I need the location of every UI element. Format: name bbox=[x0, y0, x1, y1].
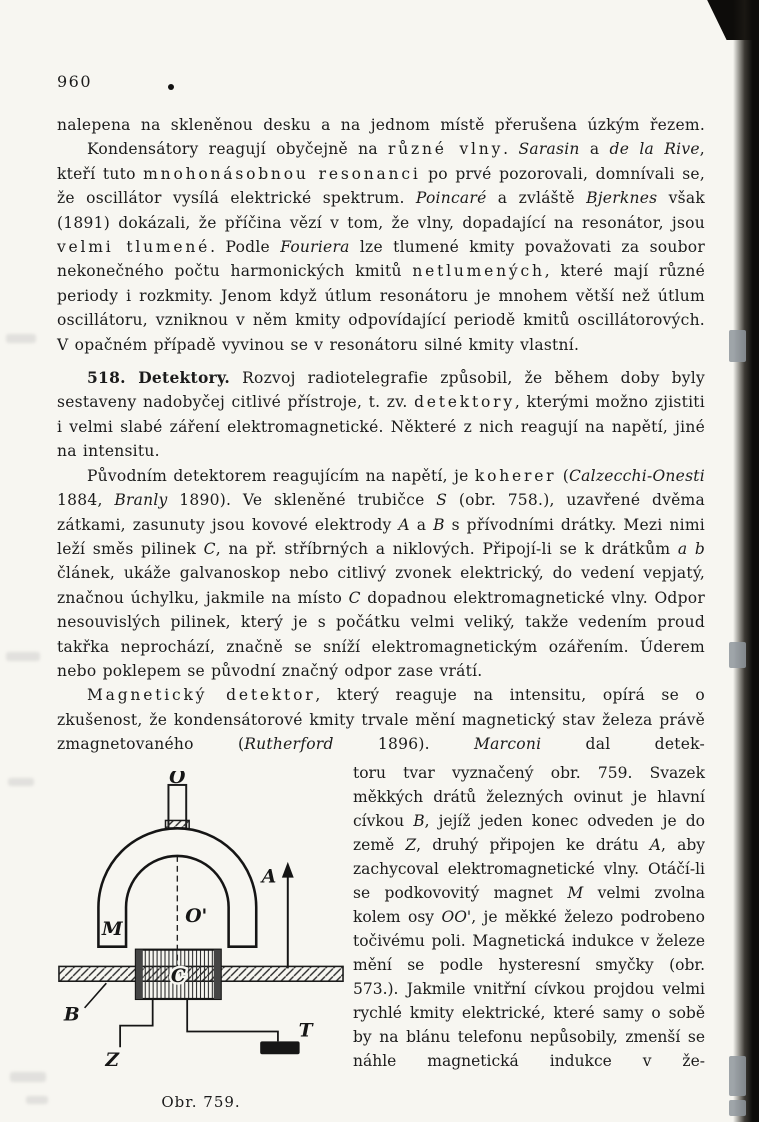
paragraph-coherer: Původním detektorem reagujícím na napětí, je koherer (Calzecchi-Onesti 1884, Branly 1890). Ve skleněné trubičce S (obr. 758.), uzavřené dvěma zátkami, zasunuty jsou kovové elektrody A a B s přívodními drátky. Mezi nimi leží směs pilinek C, na př. stříbrných a niklových. Připojí-li se k drátkům a b článek, ukáže galvanoskop nebo citlivý zvonek elektrický, do vedení vepjatý, značnou úchylku, jakmile na místo C dopadnou elektromagnetické vlny. Odpor nesouvislých pilinek, který je s počátku velmi veliký, takže vedením proud takřka neprochází, značně se sníží elektromagnetickým ozářením. Úderem nebo poklepem se původní značný odpor zase vrátí. bbox=[57, 466, 706, 680]
coil-end-left bbox=[136, 949, 143, 998]
telephone-wire bbox=[187, 999, 278, 1041]
bleed-through-mark bbox=[26, 1096, 48, 1104]
coil-end-right bbox=[214, 949, 221, 998]
b-leader-line bbox=[85, 983, 107, 1008]
label-c: C bbox=[170, 964, 186, 987]
page-number: 960 bbox=[57, 72, 93, 91]
figure-text-columns bbox=[57, 761, 705, 1111]
scan-glint bbox=[729, 1056, 746, 1096]
label-o: O bbox=[169, 770, 186, 788]
bleed-through-mark bbox=[6, 334, 36, 343]
label-o-prime: O' bbox=[185, 904, 208, 927]
bleed-through-mark bbox=[6, 652, 40, 661]
label-m: M bbox=[101, 917, 123, 940]
bleed-through-mark bbox=[10, 1072, 46, 1082]
paragraph-continuation: nalepena na skleněnou desku a na jednom místě přerušena úzkým řezem. bbox=[57, 116, 705, 134]
scan-glint bbox=[729, 1100, 746, 1116]
page-content bbox=[57, 72, 705, 1111]
paragraph-magnetic-detector-intro: Magnetický detektor, který reaguje na intensitu, opírá se o zkušenost, že kondensátorové kmity trvale mění magnetický stav železa právě zmagnetovaného (Rutherford 1896). Marconi dal detek- bbox=[57, 686, 706, 754]
antenna-arrowhead bbox=[282, 861, 294, 877]
scan-edge-band bbox=[733, 0, 759, 1122]
label-t: T bbox=[298, 1019, 313, 1042]
wrap-text-column bbox=[353, 761, 705, 1111]
telephone-receiver bbox=[260, 1041, 299, 1054]
label-a: A bbox=[261, 865, 277, 888]
label-b: B bbox=[63, 1003, 80, 1026]
ground-wire bbox=[120, 999, 153, 1047]
figure-caption: Obr. 759. bbox=[161, 1092, 241, 1111]
magnetic-detector-diagram bbox=[57, 771, 345, 1079]
paragraph-condensers: Kondensátory reagují obyčejně na různé vlny. Sarasin a de la Rive, kteří tuto mnohonásobnou resonanci po prvé pozorovali, domnívali se, že oscillátor vysílá elektrické spektrum. Poincaré a zvláště Bjerknes však (1891) dokázali, že příčina vězí v tom, že vlny, dopadající na resonátor, jsou velmi tlumené. Podle Fouriera lze tlumené kmity považovati za soubor nekonečného počtu harmonických kmitů netlumených, které mají různé periody i rozkmity. Jenom když útlum resonátoru je mnohem větší než útlum oscillátoru, vzniknou v něm kmity odpovídající periodě kmitů oscillátorových. V opačném případě vyvinou se v resonátoru silné kmity vlastní. bbox=[57, 140, 705, 354]
paragraph-section-518-detektory: 518. Detektory. Rozvoj radiotelegrafie způsobil, že během doby byly sestaveny nadobyčej citlivé přístroje, t. zv. detektory, kterými možno zjistiti i velmi slabé záření elektromagnetické. Některé z nich reagují na napětí, jiné na intensitu. bbox=[57, 368, 705, 461]
bleed-through-mark bbox=[8, 778, 34, 786]
scan-glint bbox=[729, 642, 746, 668]
scan-glint bbox=[729, 330, 746, 362]
figure-759 bbox=[57, 761, 345, 1111]
label-z: Z bbox=[105, 1048, 120, 1071]
paragraph-magnetic-detector-wrap: toru tvar vyznačený obr. 759. Svazek měkkých drátů železných ovinut je hlavní cívkou B, jejíž jeden konec odveden je do země Z, druhý připojen ke drátu A, aby zachycoval elektromagnetické vlny. Otáčí-li se podkovovitý magnet M velmi zvolna kolem osy OO', je měkké železo podrobeno točivému poli. Magnetická indukce v železe mění se podle hysteresní smyčky (obr. 573.). Jakmile vnitřní cívkou projdou velmi rychlé kmity elektrické, které samy o sobě by na blánu telefonu nepůsobily, zmenší se náhle magnetická indukce v že- bbox=[353, 763, 706, 1070]
ink-speck bbox=[168, 84, 174, 90]
